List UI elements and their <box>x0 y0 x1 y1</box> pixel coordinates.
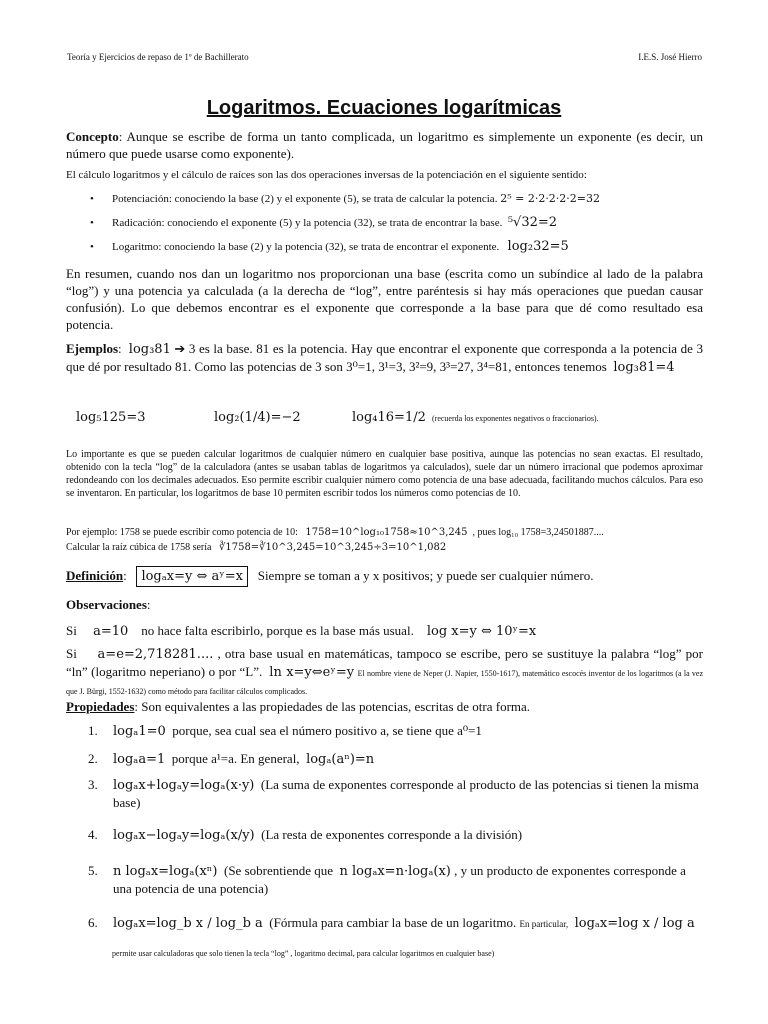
bullet-formula: log₂32=5 <box>507 239 569 254</box>
item-number: 1. <box>88 723 98 738</box>
obs1-equivalence: log x=y ⇔ 10ʸ=x <box>426 624 537 639</box>
example-log2: log₂(1/4)=−2 <box>214 410 301 425</box>
concepto-text: : Aunque se escribe de forma un tanto complicada, un logaritmo es simplemente un exponente (es decir, un número que puede usarse como exponente). <box>66 129 703 161</box>
raiz-cubica-text: Calcular la raíz cúbica de 1758 sería <box>66 542 212 553</box>
item-formula-2: n logₐx=n·logₐ(x) <box>339 864 451 879</box>
bullet-text: Logaritmo: conociendo la base (2) y la potencia (32), se trata de encontrar el exponente. <box>112 241 500 253</box>
ejemplos-label: Ejemplos <box>66 341 118 356</box>
importante-paragraph: Lo importante es que se pueden calcular logaritmos de cualquier número en cualquier base positiva, aunque las potencias no sean exactas. El resultado, obtenido con la tecla “log” de la calculadora (antes se usaban tablas de logaritmos ya calculados), suele dar un número irracional que podemos aproximar redondeando con los decimales adecuados. Eso permite escribir cualquier número como potencia de una base adecuada, facilitando muchos cálculos. Para eso se inventaron. En particular, los logaritmos de base 10 permiten escribir todos los números como potencias de 10. <box>66 449 703 499</box>
item-text: porque, sea cual sea el número positivo a, se tiene que a⁰=1 <box>172 723 482 738</box>
ejemplo-1758-formula: 1758=10^log₁₀1758≈10^3,245 <box>305 527 468 538</box>
item-number: 2. <box>88 751 98 766</box>
obs2-text: , otra base usual en matemáticas, tampoco se escribe, pero se sustituye la palabra “log” por “ln” (logaritmo neperiano) o por “L”. <box>66 646 703 679</box>
item-number: 6. <box>88 915 98 930</box>
item-text: (Fórmula para cambiar la base de un logaritmo. <box>269 915 517 930</box>
item-formula: n logₐx=logₐ(xⁿ) <box>113 864 218 879</box>
obs1-text: no hace falta escribirlo, porque es la base más usual. <box>141 623 414 638</box>
observacion-2 <box>66 645 703 698</box>
ejemplo-1758 <box>66 526 703 554</box>
item-text-2: , y un producto de exponentes corresponde a una potencia de una potencia) <box>113 863 686 896</box>
observaciones-label: Observaciones: <box>66 597 151 612</box>
item-formula: logₐx+logₐy=logₐ(x·y) <box>113 778 255 793</box>
bullet-formula: 2⁵ = 2·2·2·2·2=32 <box>500 192 601 205</box>
intro-text: El cálculo logaritmos y el cálculo de raíces son las dos operaciones inversas de la potenciación en el siguiente sentido: <box>66 169 587 181</box>
item-text-2: En particular, <box>519 919 569 929</box>
definicion-label: Definición <box>66 568 124 583</box>
ejemplos-paragraph: Ejemplos: log₃81 ➔ 3 es la base. 81 es la potencia. Hay que encontrar el exponente que corresponda a la potencia de 3 que dé por resultado 81. Como las potencias de 3 son 3⁰=1, 3¹=3, 3²=9, 3³=27, 3⁴=81, entonces tenemos log₃81=4 <box>66 341 703 375</box>
page-title: Logaritmos. Ecuaciones logarítmicas <box>206 97 562 119</box>
propiedades-text: : Son equivalentes a las propiedades de las potencias, escritas de otra forma. <box>134 699 531 714</box>
obs2-formula: a=e=2,718281.... <box>97 647 214 662</box>
item-number: 5. <box>88 863 98 878</box>
bullet-text: Potenciación: conociendo la base (2) y el exponente (5), se trata de calcular la potencia. <box>112 193 498 205</box>
obs1-si: Si <box>66 623 77 638</box>
observaciones-title: Observaciones <box>66 597 147 612</box>
example-log5: log₅125=3 <box>76 410 146 425</box>
propiedades-label: Propiedades <box>66 699 135 714</box>
ejemplo-result: log₃81=4 <box>613 360 675 375</box>
propiedad-6-note: permite usar calculadoras que solo tienen la tecla “log” , logaritmo decimal, para calcular logaritmos en cualquier base) <box>112 949 495 958</box>
bullet-formula: ⁵√32=2 <box>507 215 558 230</box>
header-right: I.E.S. José Hierro <box>638 52 702 62</box>
header-left: Teoría y Ejercicios de repaso de 1º de Bachillerato <box>67 52 249 62</box>
ejemplo-1758-text2: , pues log₁₀ 1758=3,24501887.... <box>472 527 604 538</box>
item-text: porque a¹=a. En general, <box>171 751 300 766</box>
item-formula: logₐ1=0 <box>113 724 166 739</box>
item-text: (La suma de exponentes corresponde al producto de las potencias si tienen la misma base) <box>113 777 699 810</box>
item-formula: logₐx=log_b x / log_b a <box>113 916 263 931</box>
document-page: Teoría y Ejercicios de repaso de 1º de Bachillerato I.E.S. José Hierro Logaritmos. Ecuaciones logarítmicas Concepto: Aunque se escribe de forma un tanto complicada, un logaritmo es simplemente un exponente (es decir, un número que puede usarse como exponente). El cálculo logaritmos y el cálculo de raíces son las dos operaciones inversas de la potenciación en el siguiente sentido: • Potenciación: conociendo la base (2) y el exponente (5), se trata de calcular la potencia. 2⁵ = 2·2·2·2·2=32 • Radicación: conociendo el exponente (5) y la potencia (32), se trata de encontrar la base. ⁵√32=2 • Logaritmo: conociendo la base (2) y la potencia (32), se trata de encontrar el exponente. log₂32=5 En resumen, cuando nos dan un logaritmo nos proporcionan una base (escrita como un subíndice al lado de la palabra “log”) y una potencia ya calculada (a la derecha de “log”, entre paréntesis si hay más operaciones que puedan causar confusión). Lo que debemos encontrar es el exponente que corresponde a la base para que dé como resultado esa potencia. Ejemplos: log₃81 ➔ 3 es la base. 81 es la potencia. Hay que encontrar el exponente que corresponda a la potencia de 3 que dé por resultado 81. Como las potencias de 3 son 3⁰=1, 3¹=3, 3²=9, 3³=27, 3⁴=81, entonces tenemos log₃81=4 log₅125=3 log₂(1/4)=−2 log₄16=1/2 (recuerda los exponentes negativos o fraccionarios). Lo importante es que se pueden calcular logaritmos de cualquier número en cualquier base positiva, aunque las potencias no sean exactas. El resultado, obtenido con la tecla “log” de la calculadora (antes se usaban tablas de logaritmos ya calculados), suele dar un número irracional que podemos aproximar redondeando con los decimales adecuados. Eso permite escribir cualquier número como potencia de una base adecuada, facilitando muchos cálculos. Para eso se inventaron. En particular, los logaritmos de base 10 permiten escribir todos los números como potencias de 10. Por ejemplo: 1758 se puede escribir como potencia de 10: 1758=10^log₁₀1758≈10^3,245 , pues log₁₀ 1758=3,24501887.... Calcular la raíz cúbica de 1758 sería ∛1758=∛10^3,245=10^3,245÷3=10^1,082 Definición: logₐx=y ⇔ aʸ=x Siempre se toman a y x positivos; y puede ser cualquier número. Observaciones: Si a=10 no hace falta escribirlo, porque es la base más usual. log x=y ⇔ 10ʸ=x Si a=e=2,718281.... , otra base usual en matemáticas, tampoco se escribe, pero se sustituye la palabra “log” por “ln” (logaritmo neperiano) o por “L”. ln x=y⇔eʸ=y El nombre viene de Neper (J. Napier, 1550-1617), matemático escocés inventor de los logaritmos (a la vez que J. Bürgi, 1552-1632) como método para facilitar cálculos complicados. Propiedades: Son equivalentes a las propiedades de las potencias, escritas de otra forma. 1. logₐ1=0 porque, sea cual sea el número positivo a, se tiene que a⁰=1 2. logₐa=1 porque a¹=a. En general, logₐ(aⁿ)=n 3. logₐx+logₐy=logₐ(x·y) (La suma de exponentes corresponde al producto de las potencias si tienen la misma base) 4. logₐx−logₐy=logₐ(x/y) (La resta de exponentes corresponde a la división) 5. n logₐx=logₐ(xⁿ) (Se sobrentiende que n logₐx=n·logₐ(x) , y un producto de exponentes corresponde a una potencia de una potencia) 6. logₐx=log_b x / log_b a (Fórmula para cambiar la base de un logaritmo. En particular, logₐx=log x / log a permite usar calculadoras que solo tienen la tecla “log” , logaritmo decimal, para calcular logaritmos en cualquier base) <box>0 0 768 1024</box>
example-log4: log₄16=1/2 <box>352 410 426 425</box>
observacion-1 <box>66 622 703 640</box>
ejemplo-1758-text: Por ejemplo: 1758 se puede escribir como potencia de 10: <box>66 527 298 538</box>
definicion-text: Siempre se toman a y x positivos; y puede ser cualquier número. <box>257 568 594 583</box>
ejemplos-text: ➔ 3 es la base. 81 es la potencia. Hay que encontrar el exponente que corresponda a la potencia de 3 que dé por resultado 81. Como las potencias de 3 son 3⁰=1, 3¹=3, 3²=9, 3³=27, 3⁴=81, entonces tenemos <box>66 341 703 374</box>
item-formula-2: logₐ(aⁿ)=n <box>306 752 375 767</box>
bullet-text: Radicación: conociendo el exponente (5) y la potencia (32), se trata de encontrar la base. <box>112 217 503 229</box>
raiz-cubica-formula: ∛1758=∛10^3,245=10^3,245÷3=10^1,082 <box>218 542 447 553</box>
concepto-paragraph <box>66 128 703 162</box>
item-number: 3. <box>88 777 98 792</box>
ejemplo-formula: log₃81 <box>128 342 171 357</box>
item-formula: logₐx−logₐy=logₐ(x/y) <box>113 828 255 843</box>
item-text: (Se sobrentiende que <box>223 863 334 878</box>
neper-note: El nombre viene de Neper (J. Napier, 1550-1617), matemático escocés inventor de los logaritmos (a la vez que J. Bürgi, 1552-1632) como método para facilitar cálculos complicados. <box>66 669 703 696</box>
item-text: (La resta de exponentes corresponde a la división) <box>261 827 523 842</box>
definicion-line: Definición: logₐx=y ⇔ aʸ=x Siempre se toman a y x positivos; y puede ser cualquier número. <box>66 566 703 587</box>
concepto-label: Concepto <box>66 129 119 144</box>
item-formula-2: logₐx=log x / log a <box>574 916 695 931</box>
definicion-formula: logₐx=y ⇔ aʸ=x <box>136 566 248 587</box>
item-number: 4. <box>88 827 98 842</box>
obs2-equivalence: ln x=y⇔eʸ=y <box>269 665 355 680</box>
item-formula: logₐa=1 <box>113 752 166 767</box>
obs1-formula: a=10 <box>93 624 129 639</box>
resumen-paragraph: En resumen, cuando nos dan un logaritmo nos proporcionan una base (escrita como un subíndice al lado de la palabra “log”) y una potencia ya calculada (a la derecha de “log”, entre paréntesis si hay más operaciones que puedan causar confusión). Lo que debemos encontrar es el exponente que corresponde a la base para que dé como resultado esa potencia. <box>66 266 703 332</box>
example-note: (recuerda los exponentes negativos o fraccionarios). <box>432 414 599 423</box>
obs2-si: Si <box>66 646 77 661</box>
propiedades-heading <box>66 698 703 715</box>
